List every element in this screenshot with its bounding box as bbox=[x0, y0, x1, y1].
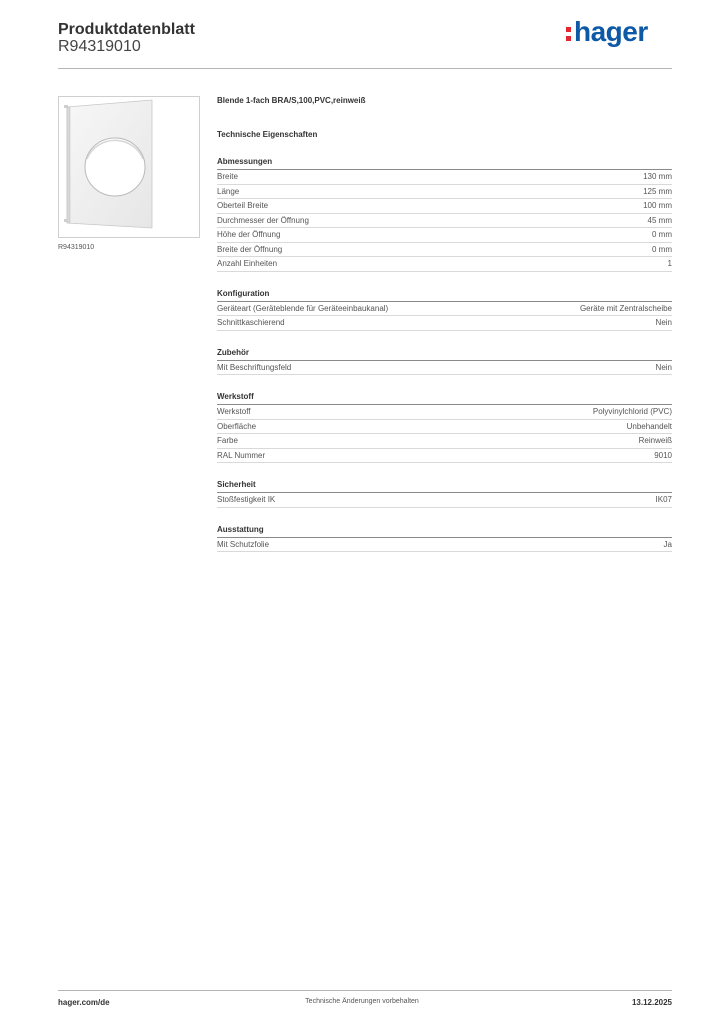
property-label: Anzahl Einheiten bbox=[217, 259, 278, 268]
group-equipment bbox=[217, 524, 672, 553]
footer-notice: Technische Änderungen vorbehalten bbox=[305, 998, 419, 1005]
property-value: Geräte mit Zentralscheibe bbox=[579, 303, 672, 313]
property-row bbox=[217, 405, 672, 420]
group-title: Sicherheit bbox=[217, 479, 672, 493]
group-title: Konfiguration bbox=[217, 288, 672, 302]
product-code: R94319010 bbox=[58, 38, 141, 55]
datasheet-content bbox=[217, 96, 672, 552]
property-label: Werkstoff bbox=[217, 407, 251, 416]
property-label: Mit Beschriftungsfeld bbox=[217, 362, 292, 372]
section-heading: Technische Eigenschaften bbox=[217, 130, 318, 139]
group-title: Zubehör bbox=[217, 347, 672, 361]
property-row bbox=[217, 228, 672, 243]
property-label: Oberfläche bbox=[217, 421, 257, 431]
group-dimensions bbox=[217, 156, 672, 272]
property-row bbox=[217, 420, 672, 435]
property-row bbox=[217, 257, 672, 272]
property-row bbox=[217, 185, 672, 200]
property-label: Breite der Öffnung bbox=[217, 244, 283, 254]
property-row bbox=[217, 493, 672, 508]
property-value: Nein bbox=[655, 318, 672, 327]
product-image bbox=[58, 96, 200, 238]
property-value: 0 mm bbox=[652, 230, 672, 239]
property-value: IK07 bbox=[655, 495, 672, 504]
group-material bbox=[217, 391, 672, 463]
property-row bbox=[217, 361, 672, 376]
hager-logo bbox=[566, 16, 648, 48]
group-accessories bbox=[217, 347, 672, 376]
header-divider bbox=[58, 68, 672, 69]
group-safety bbox=[217, 479, 672, 508]
property-value: 9010 bbox=[654, 450, 672, 460]
property-row bbox=[217, 316, 672, 331]
property-value: Ja bbox=[663, 539, 672, 549]
property-label: Farbe bbox=[217, 436, 238, 445]
property-row bbox=[217, 214, 672, 229]
property-label: Geräteart (Geräteblende für Geräteeinbaukanal) bbox=[217, 303, 389, 313]
property-label: Durchmesser der Öffnung bbox=[217, 215, 309, 225]
property-row bbox=[217, 449, 672, 464]
property-value: Reinweiß bbox=[638, 436, 672, 445]
property-label: Breite bbox=[217, 172, 238, 181]
footer-divider bbox=[58, 990, 672, 991]
property-row bbox=[217, 243, 672, 258]
property-value: 130 mm bbox=[643, 172, 672, 181]
property-label: RAL Nummer bbox=[217, 450, 266, 460]
property-value: Nein bbox=[655, 362, 672, 372]
property-value: Unbehandelt bbox=[626, 421, 672, 431]
property-value: 0 mm bbox=[652, 244, 672, 254]
property-row bbox=[217, 199, 672, 214]
property-row bbox=[217, 170, 672, 185]
document-title: Produktdatenblatt bbox=[58, 21, 195, 38]
image-caption: R94319010 bbox=[58, 244, 95, 251]
property-label: Schnittkaschierend bbox=[217, 318, 285, 327]
property-label: Stoßfestigkeit IK bbox=[217, 495, 276, 504]
property-label: Mit Schutzfolie bbox=[217, 539, 270, 549]
footer-website-link[interactable]: hager.com/de bbox=[58, 998, 110, 1007]
property-row bbox=[217, 302, 672, 317]
property-value: 125 mm bbox=[643, 186, 672, 196]
property-value: 1 bbox=[667, 259, 672, 268]
group-title: Abmessungen bbox=[217, 156, 672, 170]
property-row bbox=[217, 538, 672, 553]
cover-plate-illustration bbox=[59, 97, 199, 237]
logo-dots-icon bbox=[566, 23, 571, 43]
property-label: Höhe der Öffnung bbox=[217, 230, 281, 239]
property-label: Oberteil Breite bbox=[217, 201, 269, 210]
group-title: Ausstattung bbox=[217, 524, 672, 538]
property-value: Polyvinylchlorid (PVC) bbox=[592, 407, 672, 416]
property-value: 45 mm bbox=[647, 215, 672, 225]
property-value: 100 mm bbox=[643, 201, 672, 210]
property-row bbox=[217, 434, 672, 449]
property-label: Länge bbox=[217, 186, 240, 196]
group-configuration bbox=[217, 288, 672, 331]
footer-date: 13.12.2025 bbox=[631, 998, 672, 1007]
product-title: Blende 1-fach BRA/S,100,PVC,reinweiß bbox=[217, 96, 366, 105]
logo-text: hager bbox=[574, 16, 648, 47]
group-title: Werkstoff bbox=[217, 391, 672, 405]
